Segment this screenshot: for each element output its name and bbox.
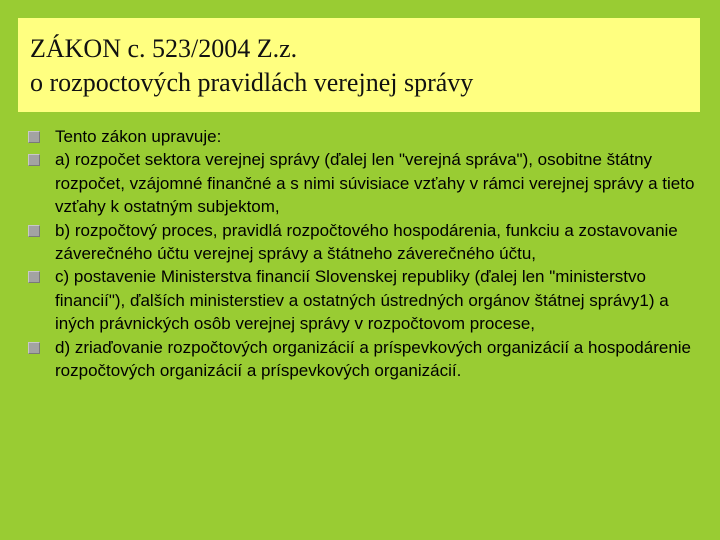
square-bullet-icon — [28, 225, 40, 237]
list-item-text: a) rozpočet sektora verejnej správy (ďalej len "verejná správa"), osobitne štátny rozpočet, vzájomné finančné a s nimi súvisiace vzťahy v rámci verejnej správy a tieto vzťahy k ostatným subjektom, — [55, 150, 695, 217]
square-bullet-icon — [28, 342, 40, 354]
square-bullet-icon — [28, 271, 40, 283]
page-title-line-2: o rozpoctových pravidlách verejnej správy — [30, 68, 474, 97]
square-bullet-icon — [28, 131, 40, 143]
list-item-text: b) rozpočtový proces, pravidlá rozpočtového hospodárenia, funkciu a zostavovanie záverečného účtu verejnej správy a štátneho záverečného účtu, — [55, 220, 678, 264]
list-item-text: d) zriaďovanie rozpočtových organizácií a príspevkových organizácií a hospodárenie rozpočtových organizácií a príspevkových organizácií. — [55, 337, 692, 381]
list-item — [28, 336, 698, 383]
square-bullet-icon — [28, 154, 40, 166]
list-item-text: Tento zákon upravuje: — [55, 127, 222, 146]
list-item — [28, 148, 698, 218]
list-item — [28, 265, 698, 335]
list-item — [28, 125, 698, 148]
list-item-text: c) postavenie Ministerstva financií Slovenskej republiky (ďalej len "ministerstvo financií"), ďalších ministerstiev a ostatných ústredných orgánov štátnej správy1) a iných právnických osôb verejnej správy v rozpočtovom procese, — [55, 267, 669, 334]
title-box — [18, 18, 700, 112]
page-title-line-1: ZÁKON c. 523/2004 Z.z. — [30, 34, 298, 63]
bullet-list — [28, 125, 698, 382]
list-item — [28, 219, 698, 266]
